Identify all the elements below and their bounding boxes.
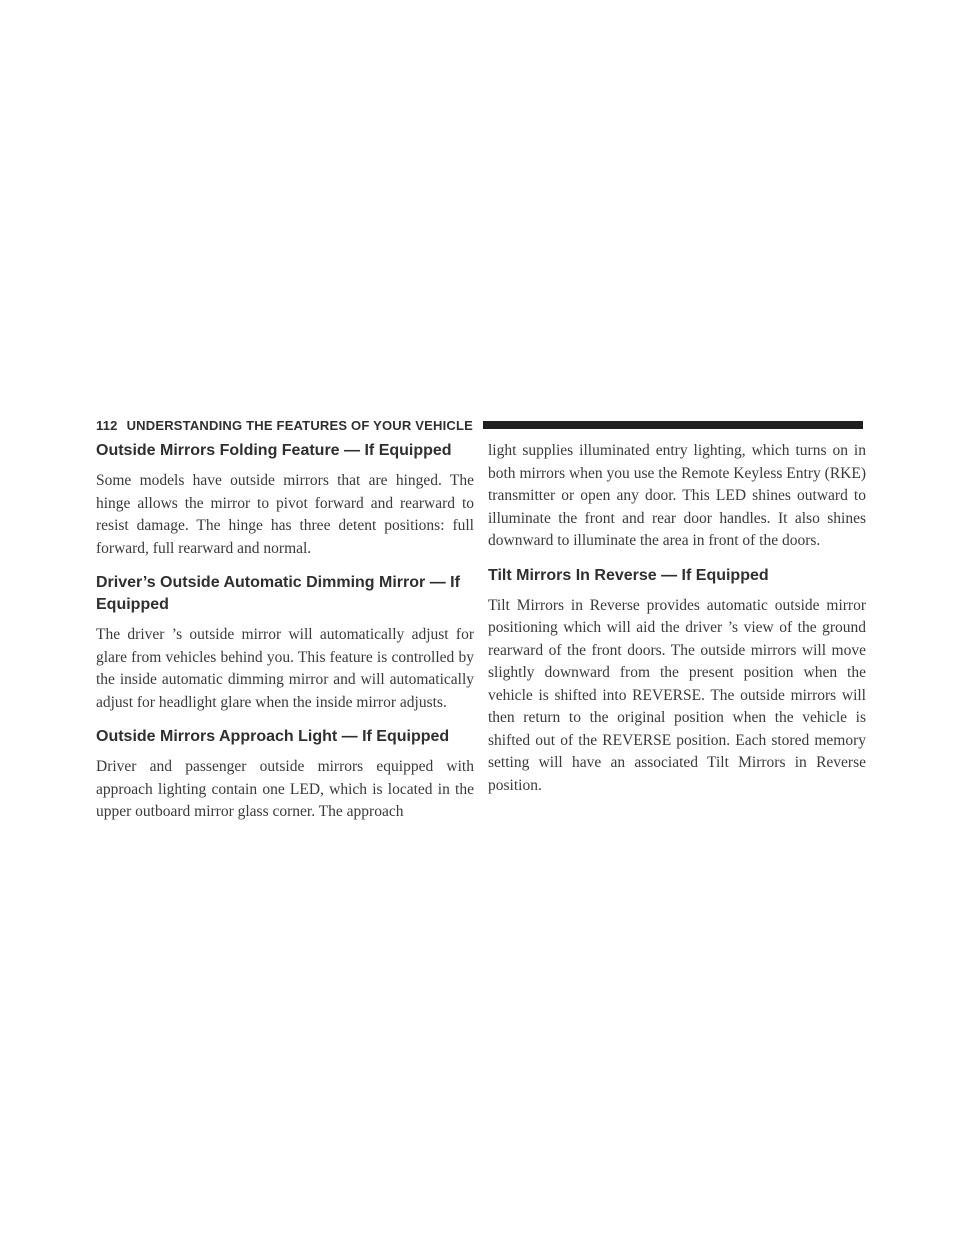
body-auto-dimming-mirror: The driver ’s outside mirror will automatically adjust for glare from vehicles behind you. This feature is controlled by the inside automatic dimming mirror and will automatically adjust for headlight glare when the inside mirror adjusts. [96, 626, 474, 711]
page-number: 112 [96, 417, 118, 433]
header-rule [483, 421, 863, 429]
body-approach-light: Driver and passenger outside mirrors equipped with approach lighting contain one LED, which is located in the upper outboard mirror glass corner. The approach [96, 758, 474, 820]
body-folding-feature: Some models have outside mirrors that are hinged. The hinge allows the mirror to pivot forward and rearward to resist damage. The hinge has three detent positions: full forward, full rearward and normal. [96, 472, 474, 557]
body-approach-light-continued: light supplies illuminated entry lighting, which turns on in both mirrors when you use the Remote Keyless Entry (RKE) transmitter or open any door. This LED shines outward to illuminate the front and rear door handles. It also shines downward to illuminate the area in front of the doors. [488, 442, 866, 549]
left-column [96, 440, 474, 836]
heading-auto-dimming-mirror: Driver’s Outside Automatic Dimming Mirror — If Equipped [96, 574, 460, 613]
heading-tilt-mirrors: Tilt Mirrors In Reverse — If Equipped [488, 566, 769, 584]
section-title: UNDERSTANDING THE FEATURES OF YOUR VEHICLE [126, 417, 473, 433]
body-tilt-mirrors: Tilt Mirrors in Reverse provides automatic outside mirror positioning which will aid the driver ’s view of the ground rearward of the front doors. The outside mirrors will move slightly downward from the present position when the vehicle is shifted into REVERSE. The outside mirrors will then return to the original position when the vehicle is shifted out of the REVERSE position. Each stored memory setting will have an associated Tilt Mirrors in Reverse position. [488, 596, 866, 794]
running-header [96, 418, 863, 432]
heading-approach-light: Outside Mirrors Approach Light — If Equipped [96, 728, 450, 745]
heading-folding-feature: Outside Mirrors Folding Feature — If Equipped [96, 442, 452, 459]
right-column [488, 440, 866, 809]
